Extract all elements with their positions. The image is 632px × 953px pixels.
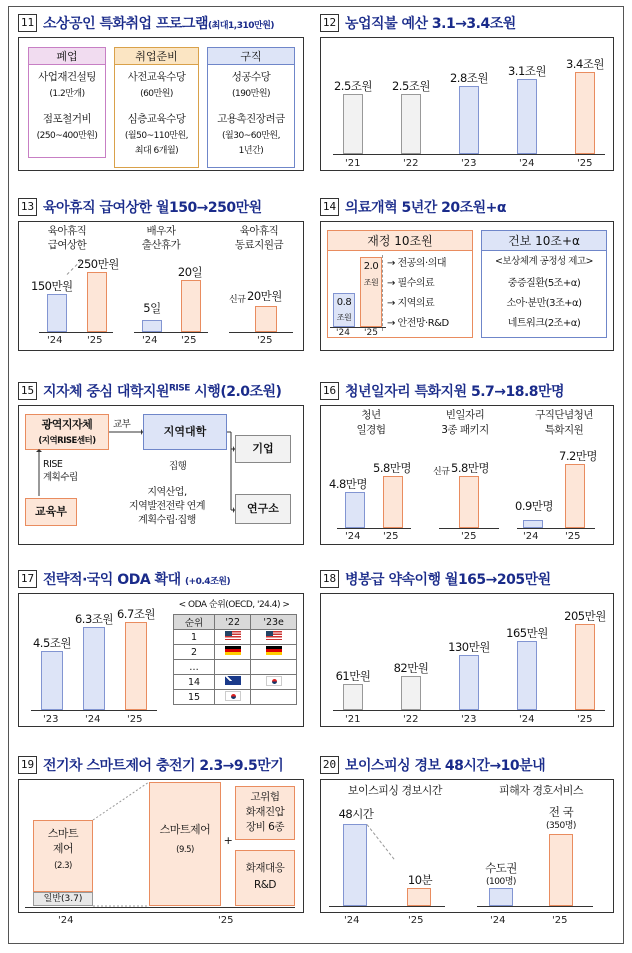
closure-column [28,47,106,158]
flag-kr-icon [251,675,297,690]
insurance-panel [481,230,607,338]
section-title: 농업직불 예산 3.1→3.4조원 [345,16,516,32]
year-label: '24 [519,714,535,725]
section-header [18,568,230,590]
group-title: 3종 패키지 [441,424,489,436]
bar-value: 2.5조원 [333,79,372,93]
item: → 안전망·R&D [387,318,449,329]
block-label: 스마트제어 [159,823,211,836]
bar-25 [407,888,431,906]
year-label: '25 [181,335,197,346]
desc-line: 지역발전전략 연계 [129,501,205,512]
section-number: 11 [18,14,37,32]
year-label: '22 [403,158,419,169]
medical-box [320,221,614,351]
closure-head: 폐업 [29,48,105,65]
bar-value: 7.2만명 [559,449,598,463]
finance-head: 재정 10조원 [328,231,472,251]
section-number: 16 [320,382,339,400]
bar-24 [343,824,367,906]
rank-cell: 15 [174,690,215,705]
baseline [134,332,208,333]
plus-sign: + [223,834,233,847]
job-line: 성공수당 [231,71,271,83]
lab-node: 연구소 [235,494,291,524]
chart-box [18,221,304,351]
title-text: 지자체 중심 대학지원 [43,384,169,400]
block-label: 제어 [52,842,74,855]
group-title: 일경험 [356,424,386,436]
oda-box [18,593,304,727]
block-label: 스마트 [47,827,79,840]
year-label: '24 [58,915,74,926]
chart-box [320,405,614,545]
table-row [174,630,297,645]
bar-value: 20만원 [247,289,282,303]
bar-value: 3.4조원 [565,57,604,71]
section-number: 14 [320,198,339,216]
section-header [18,196,262,218]
bar-value: 4.5조원 [32,636,71,650]
baseline [333,710,605,711]
section-13 [18,196,304,356]
section-header [320,12,516,34]
ministry-node: 교육부 [25,498,77,526]
equipment-block [235,786,295,840]
insurance-head: 건보 10조+α [482,231,606,251]
title-text: 소상공인 특화취업 프로그램 [43,16,209,32]
section-11 [18,12,304,172]
year-label: '24 [345,531,361,542]
title-tail: (+0.4조원) [184,577,231,587]
baseline [229,332,293,333]
oda-rank-table [173,614,297,705]
bar-23 [459,655,479,710]
empty-cell [215,660,251,675]
job-column [207,47,295,168]
table-row [174,645,297,660]
year-label: '25 [87,335,103,346]
node-label: (지역RISE센터) [38,436,96,446]
bar-24 [517,79,537,154]
title-tail: 시행(2.0조원) [189,384,282,400]
year-label: '25 [577,714,593,725]
group-title: 동료지원금 [234,239,284,251]
section-title: 전기차 스마트제어 충전기 2.3→9.5만기 [43,758,284,774]
year-label: '24 [142,335,158,346]
section-header [18,754,283,776]
desc-line: 계획수립·집행 [138,515,196,526]
bar-23 [41,651,63,710]
section-number: 15 [18,382,37,400]
chart-box [320,593,614,727]
year-label: '25 [218,915,234,926]
section-number: 20 [320,756,339,774]
closure-line: 점포철거비 [42,113,92,125]
bar-value: 5.8만명 [451,461,490,475]
block-label: 화재진압 [245,806,285,818]
bar-value: 6.3조원 [74,612,113,626]
group-title: 급여상한 [47,239,87,251]
year-label: '22 [403,714,419,725]
table-title: < ODA 순위(OECD, '24.4) > [178,600,290,610]
year-label: '24 [47,335,63,346]
table-row [174,660,297,675]
charger-box [18,779,304,913]
group-title: 배우자 [146,225,176,237]
group-title: 빈일자리 [445,409,485,421]
year-label: '24 [490,915,506,926]
section-19 [18,754,304,926]
bar-24 [523,520,543,528]
bar-25 [575,624,595,710]
empty-cell [251,690,297,705]
university-node: 지역대학 [143,414,227,450]
section-header [320,196,506,218]
bar-25 [181,280,201,332]
bar-21 [343,94,363,154]
section-12 [320,12,614,172]
bar-value: 61만원 [335,669,371,683]
job-line: (월30~60만원, [222,131,280,141]
section-number: 18 [320,570,339,588]
rank-cell: 2 [174,645,215,660]
year-label: '24 [519,158,535,169]
year-label: '25 [565,531,581,542]
year-label: '25 [364,328,378,338]
section-title [43,569,230,589]
bar-24 [83,627,105,710]
bar-value: 20일 [177,265,203,279]
section-17 [18,568,304,728]
bar-value: 10분 [407,873,433,887]
rnd-block [235,850,295,906]
insurance-item: 소아·분만(3조+α) [506,298,582,309]
baseline [329,906,445,907]
bar-unit: 조원 [336,313,352,322]
empty-cell [251,660,297,675]
year-label: '24 [344,915,360,926]
bar-value: (350명) [546,821,576,831]
section-header [320,754,545,776]
year-label: '25 [461,531,477,542]
prep-line: (월50~110만원, [124,131,189,141]
bar-value: (100명) [486,877,516,887]
rank-cell: 14 [174,675,215,690]
prep-line: 심층교육수당 [127,113,186,125]
bar-23 [459,86,479,154]
bar-value: 0.9만명 [515,499,554,513]
section-14 [320,196,614,356]
block-label: R&D [253,879,277,891]
bar-value: 2.8조원 [449,71,488,85]
prep-column [114,47,199,168]
bar-25 [549,834,573,906]
item-list [382,255,468,331]
section-title: 의료개혁 5년간 20조원+α [345,200,507,216]
bar-chart-pay [321,594,615,728]
year-label: '25 [257,335,273,346]
flag-de-icon [251,645,297,660]
title-text: 전략적·국익 ODA 확대 [43,572,181,588]
bar-25 [87,272,107,332]
right-title: 피해자 경호서비스 [498,784,583,797]
bar-value: 5일 [143,301,161,315]
bar-value: 205만원 [564,609,606,623]
prep-line: 사전교육수당 [127,71,186,83]
section-number: 17 [18,570,37,588]
year-label: '24 [336,328,350,338]
block-label: 장비 6종 [246,821,284,833]
section-20 [320,754,614,926]
table-row [174,675,297,690]
block-value: (9.5) [176,845,194,855]
bar-unit: 조원 [363,278,379,287]
table-row [174,690,297,705]
section-15 [18,380,304,545]
job-line: (190만원) [231,89,271,99]
prep-line: (60만원) [140,89,173,99]
bar-value: 130만원 [448,640,490,654]
closure-line: (250~400만원) [36,131,98,141]
node-label: 광역지자체 [41,418,93,431]
section-number: 19 [18,756,37,774]
item: → 필수의료 [387,278,435,289]
bar-value: 5.8만명 [373,461,412,475]
bar-24 [489,888,513,906]
group-title: 특화지원 [544,424,584,436]
chart-box [320,779,614,913]
title-sup: RISE [168,383,190,394]
baseline [337,528,411,529]
bar-25 [255,306,277,332]
prep-head: 취업준비 [115,48,198,65]
prep-line: 최대 6개월) [134,146,179,156]
section-header [320,568,551,590]
flag-us-icon [215,630,251,645]
bar-25 [459,476,479,528]
year-label: '25 [408,915,424,926]
bar-25 [125,622,147,710]
group-title: 청년 [361,409,381,421]
baseline [31,710,157,711]
block-value: (2.3) [54,861,72,871]
bar-value: 82만원 [393,661,429,675]
finance-panel [327,230,473,338]
year-label: '21 [345,714,361,725]
bar-25 [575,72,595,154]
bar-value: 150만원 [31,279,73,293]
section-title: 보이스피싱 경보 48시간→10분내 [345,758,546,774]
section-title: 청년일자리 특화지원 5.7→18.8만명 [345,384,565,400]
flag-kr-icon [215,690,251,705]
year-label: '23 [461,714,477,725]
item: → 지역의료 [387,298,435,309]
trend-line [367,824,395,859]
section-title [43,381,281,401]
bar-24 [142,320,162,332]
left-title: 보이스피싱 경보시간 [347,784,443,797]
baseline [477,906,593,907]
header-cell: '22 [215,615,251,630]
bar-value: 수도권 [485,861,517,875]
job-line: 고용촉진장려금 [217,113,285,125]
baseline [517,528,595,529]
new-tag: 신규 [433,467,450,477]
bar-value: 2.0 [363,261,379,272]
header-cell: '23e [251,615,297,630]
bar-chart-agri [321,38,615,172]
baseline [39,332,113,333]
rank-cell: … [174,660,215,675]
item: → 전공의·의대 [387,258,447,269]
year-label: '25 [127,714,143,725]
bar-25 [565,464,585,528]
group-title: 출산휴가 [141,239,181,251]
job-line: 1년간) [238,146,264,156]
year-label: '24 [85,714,101,725]
bar-21 [343,684,363,710]
baseline [439,528,499,529]
rise-box [18,405,304,545]
edge-label: 집행 [169,461,187,472]
program-box [18,37,304,171]
bar-value: 전 국 [548,805,574,819]
section-header [18,380,281,402]
edge-label: RISE [43,459,63,470]
year-label: '21 [345,158,361,169]
bar-value: 3.1조원 [507,64,546,78]
rank-cell: 1 [174,630,215,645]
flag-us-icon [251,630,297,645]
group-title: 구직단념청년 [535,409,593,421]
bar-24 [517,641,537,710]
bar-value: 48시간 [338,807,374,821]
insurance-item: 네트워크(2조+α) [507,318,581,329]
bar-chart-oda [19,594,169,728]
header-cell: 순위 [174,615,215,630]
year-label: '25 [383,531,399,542]
insurance-item: 중증질환(5조+α) [507,278,581,289]
year-label: '23 [461,158,477,169]
section-number: 12 [320,14,339,32]
section-header [18,12,274,34]
section-18 [320,568,614,728]
flag-de-icon [215,645,251,660]
new-tag: 신규 [229,295,246,305]
bar-24 [345,492,365,528]
desc-line: 지역산업, [147,487,187,498]
bar-value: 165만원 [506,626,548,640]
title-note: (최대1,310만원) [208,21,275,31]
closure-line: (1.2만개) [49,89,85,99]
group-title: 육아휴직 [239,225,279,237]
bar-22 [401,676,421,710]
bar-value: 250만원 [77,257,119,271]
section-title: 육아휴직 급여상한 월150→250만원 [43,200,262,216]
block-label: 화재대응 [245,862,285,874]
year-label: '25 [552,915,568,926]
bar-value: 4.8만명 [329,477,368,491]
bar-value: 2.5조원 [391,79,430,93]
bar-22 [401,94,421,154]
company-node: 기업 [235,435,291,463]
insurance-sub: <보상체계 공정성 제고> [494,256,594,267]
bar-value: 6.7조원 [116,607,155,621]
flag-au-icon [215,675,251,690]
bar-24 [47,294,67,332]
section-title [43,13,274,33]
year-label: '24 [523,531,539,542]
block-label: 고위험 [250,791,280,803]
closure-line: 사업재건설팅 [38,71,96,83]
group-title: 육아휴직 [47,225,87,237]
chart-box [320,37,614,171]
job-head: 구직 [208,48,294,65]
section-16 [320,380,614,545]
section-number: 13 [18,198,37,216]
section-title: 병봉급 약속이행 월165→205만원 [345,572,551,588]
year-label: '23 [43,714,59,725]
table-header-row [174,615,297,630]
smart-2025-block [149,782,221,906]
edge-label: 계획수립 [43,472,78,483]
edge-label: 교부 [113,419,131,430]
bar-value: 0.8 [336,297,352,308]
baseline [333,154,605,155]
general-2024-block: 일반(3.7) [33,892,93,906]
bar-25 [383,476,403,528]
year-label: '25 [577,158,593,169]
section-header [320,380,564,402]
